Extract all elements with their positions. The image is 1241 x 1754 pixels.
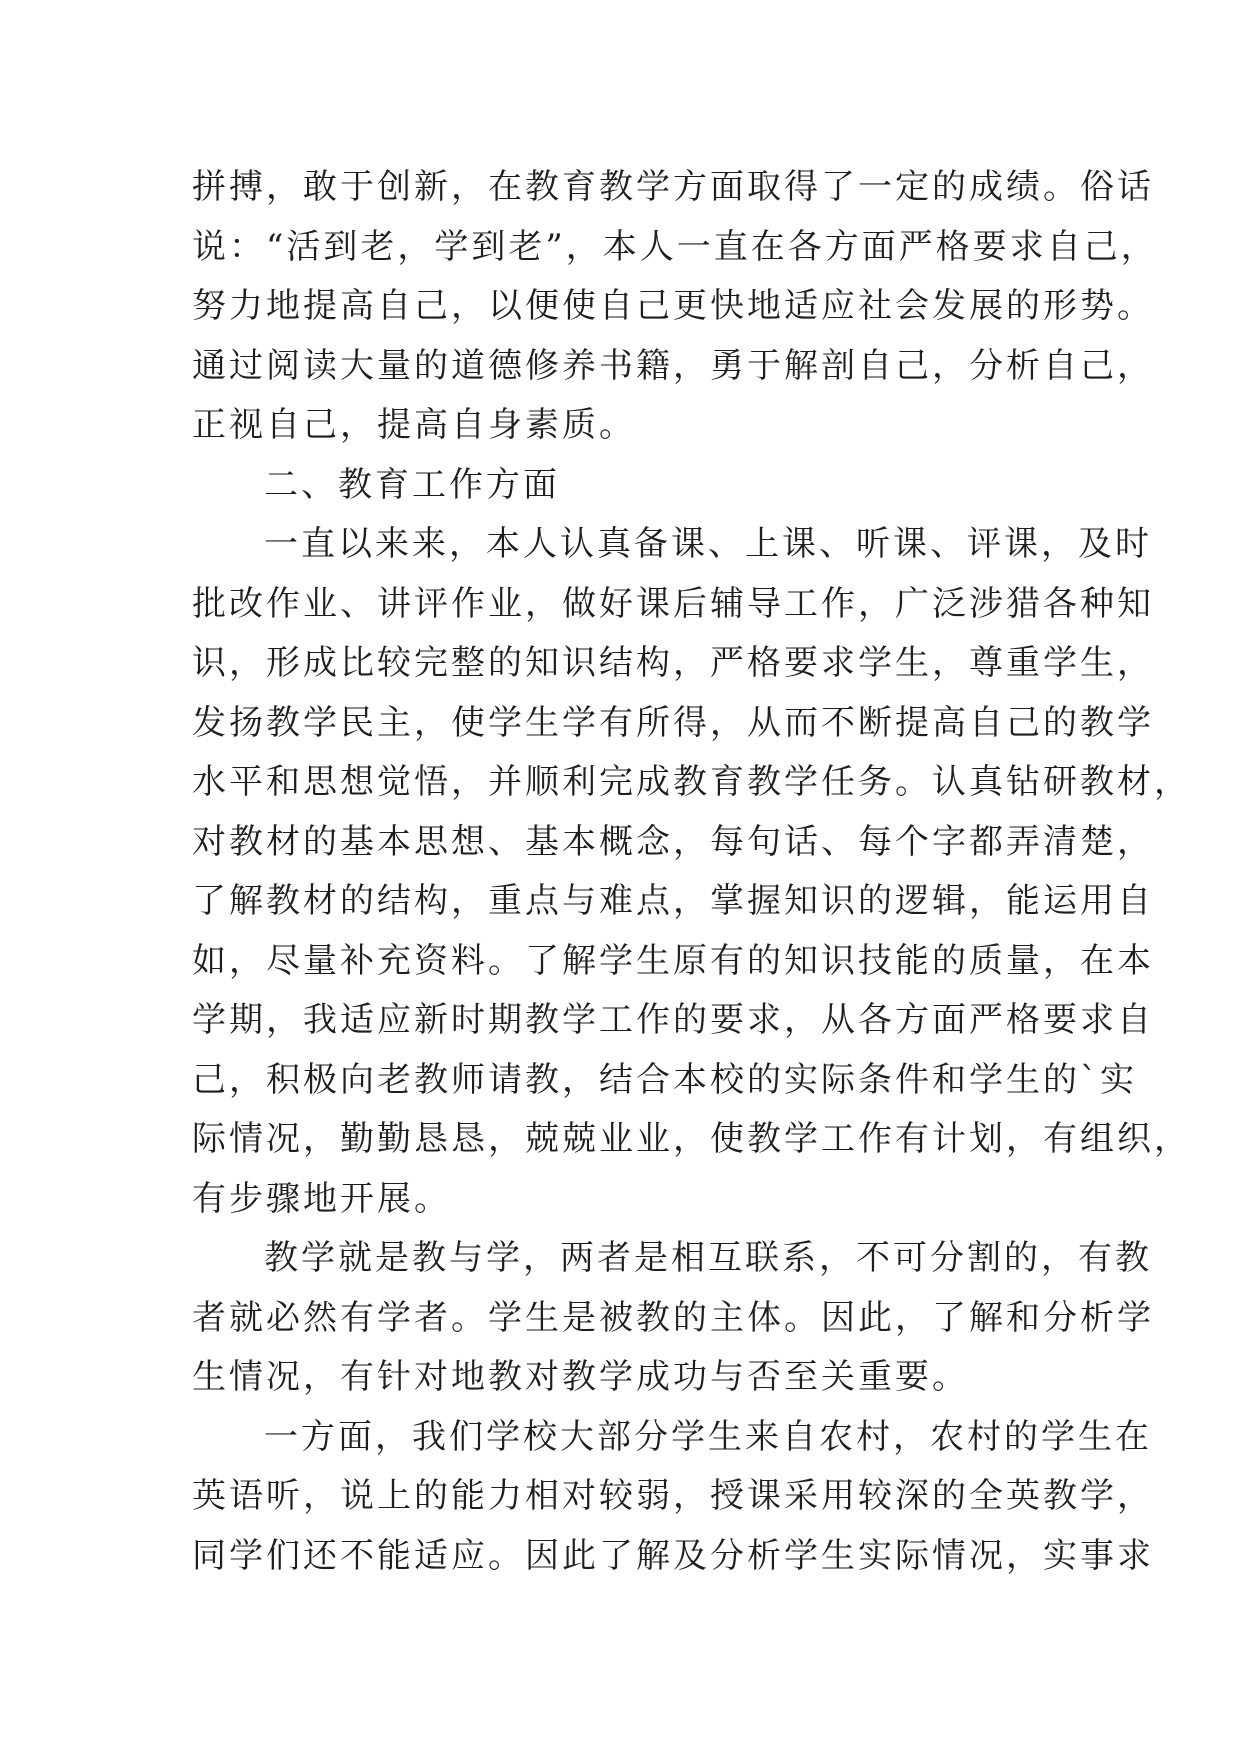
text-line: 者就必然有学者。学生是被教的主体。因此，了解和分析学 bbox=[192, 1297, 1154, 1338]
text-line: 一直以来来，本人认真备课、上课、听课、评课，及时 bbox=[264, 524, 1152, 564]
text-line: 拼搏，敢于创新，在教育教学方面取得了一定的成绩。俗话 bbox=[192, 167, 1154, 207]
text-line: 水平和思想觉悟，并顺利完成教育教学任务。认真钻研教材， bbox=[192, 762, 1191, 802]
text-line: 了解教材的结构，重点与难点，掌握知识的逻辑，能运用自 bbox=[192, 881, 1154, 921]
text-line: 二、教育工作方面 bbox=[264, 464, 560, 505]
text-line: 批改作业、讲评作业，做好课后辅导工作，广泛涉猎各种知 bbox=[192, 583, 1154, 624]
text-line: 一方面，我们学校大部分学生来自农村，农村的学生在 bbox=[264, 1416, 1152, 1457]
document-body bbox=[192, 158, 1191, 1586]
text-line: 同学们还不能适应。因此了解及分析学生实际情况，实事求 bbox=[192, 1535, 1154, 1576]
text-line: 教学就是教与学，两者是相互联系，不可分割的，有教 bbox=[264, 1238, 1152, 1278]
text-line: 学期，我适应新时期教学工作的要求，从各方面严格要求自 bbox=[192, 1000, 1154, 1040]
text-line: 有步骤地开展。 bbox=[192, 1178, 451, 1219]
text-line: 己，积极向老教师请教，结合本校的实际条件和学生的`实 bbox=[192, 1059, 1137, 1100]
text-line: 对教材的基本思想、基本概念，每句话、每个字都弄清楚， bbox=[192, 821, 1154, 862]
text-line: 际情况，勤勤恳恳，兢兢业业，使教学工作有计划，有组织， bbox=[192, 1119, 1191, 1159]
text-line: 生情况，有针对地教对教学成功与否至关重要。 bbox=[192, 1357, 969, 1397]
text-line: 英语听，说上的能力相对较弱，授课采用较深的全英教学， bbox=[192, 1476, 1154, 1516]
text-line: 识，形成比较完整的知识结构，严格要求学生，尊重学生， bbox=[192, 643, 1154, 683]
text-line: 通过阅读大量的道德修养书籍，勇于解剖自己，分析自己， bbox=[192, 345, 1154, 386]
text-line: 说：“活到老，学到老”，本人一直在各方面严格要求自己， bbox=[192, 226, 1158, 267]
text-line: 正视自己，提高自身素质。 bbox=[192, 405, 636, 445]
text-line: 如，尽量补充资料。了解学生原有的知识技能的质量，在本 bbox=[192, 940, 1154, 981]
text-line: 发扬教学民主，使学生学有所得，从而不断提高自己的教学 bbox=[192, 702, 1154, 743]
text-line: 努力地提高自己，以便使自己更快地适应社会发展的形势。 bbox=[192, 286, 1154, 326]
